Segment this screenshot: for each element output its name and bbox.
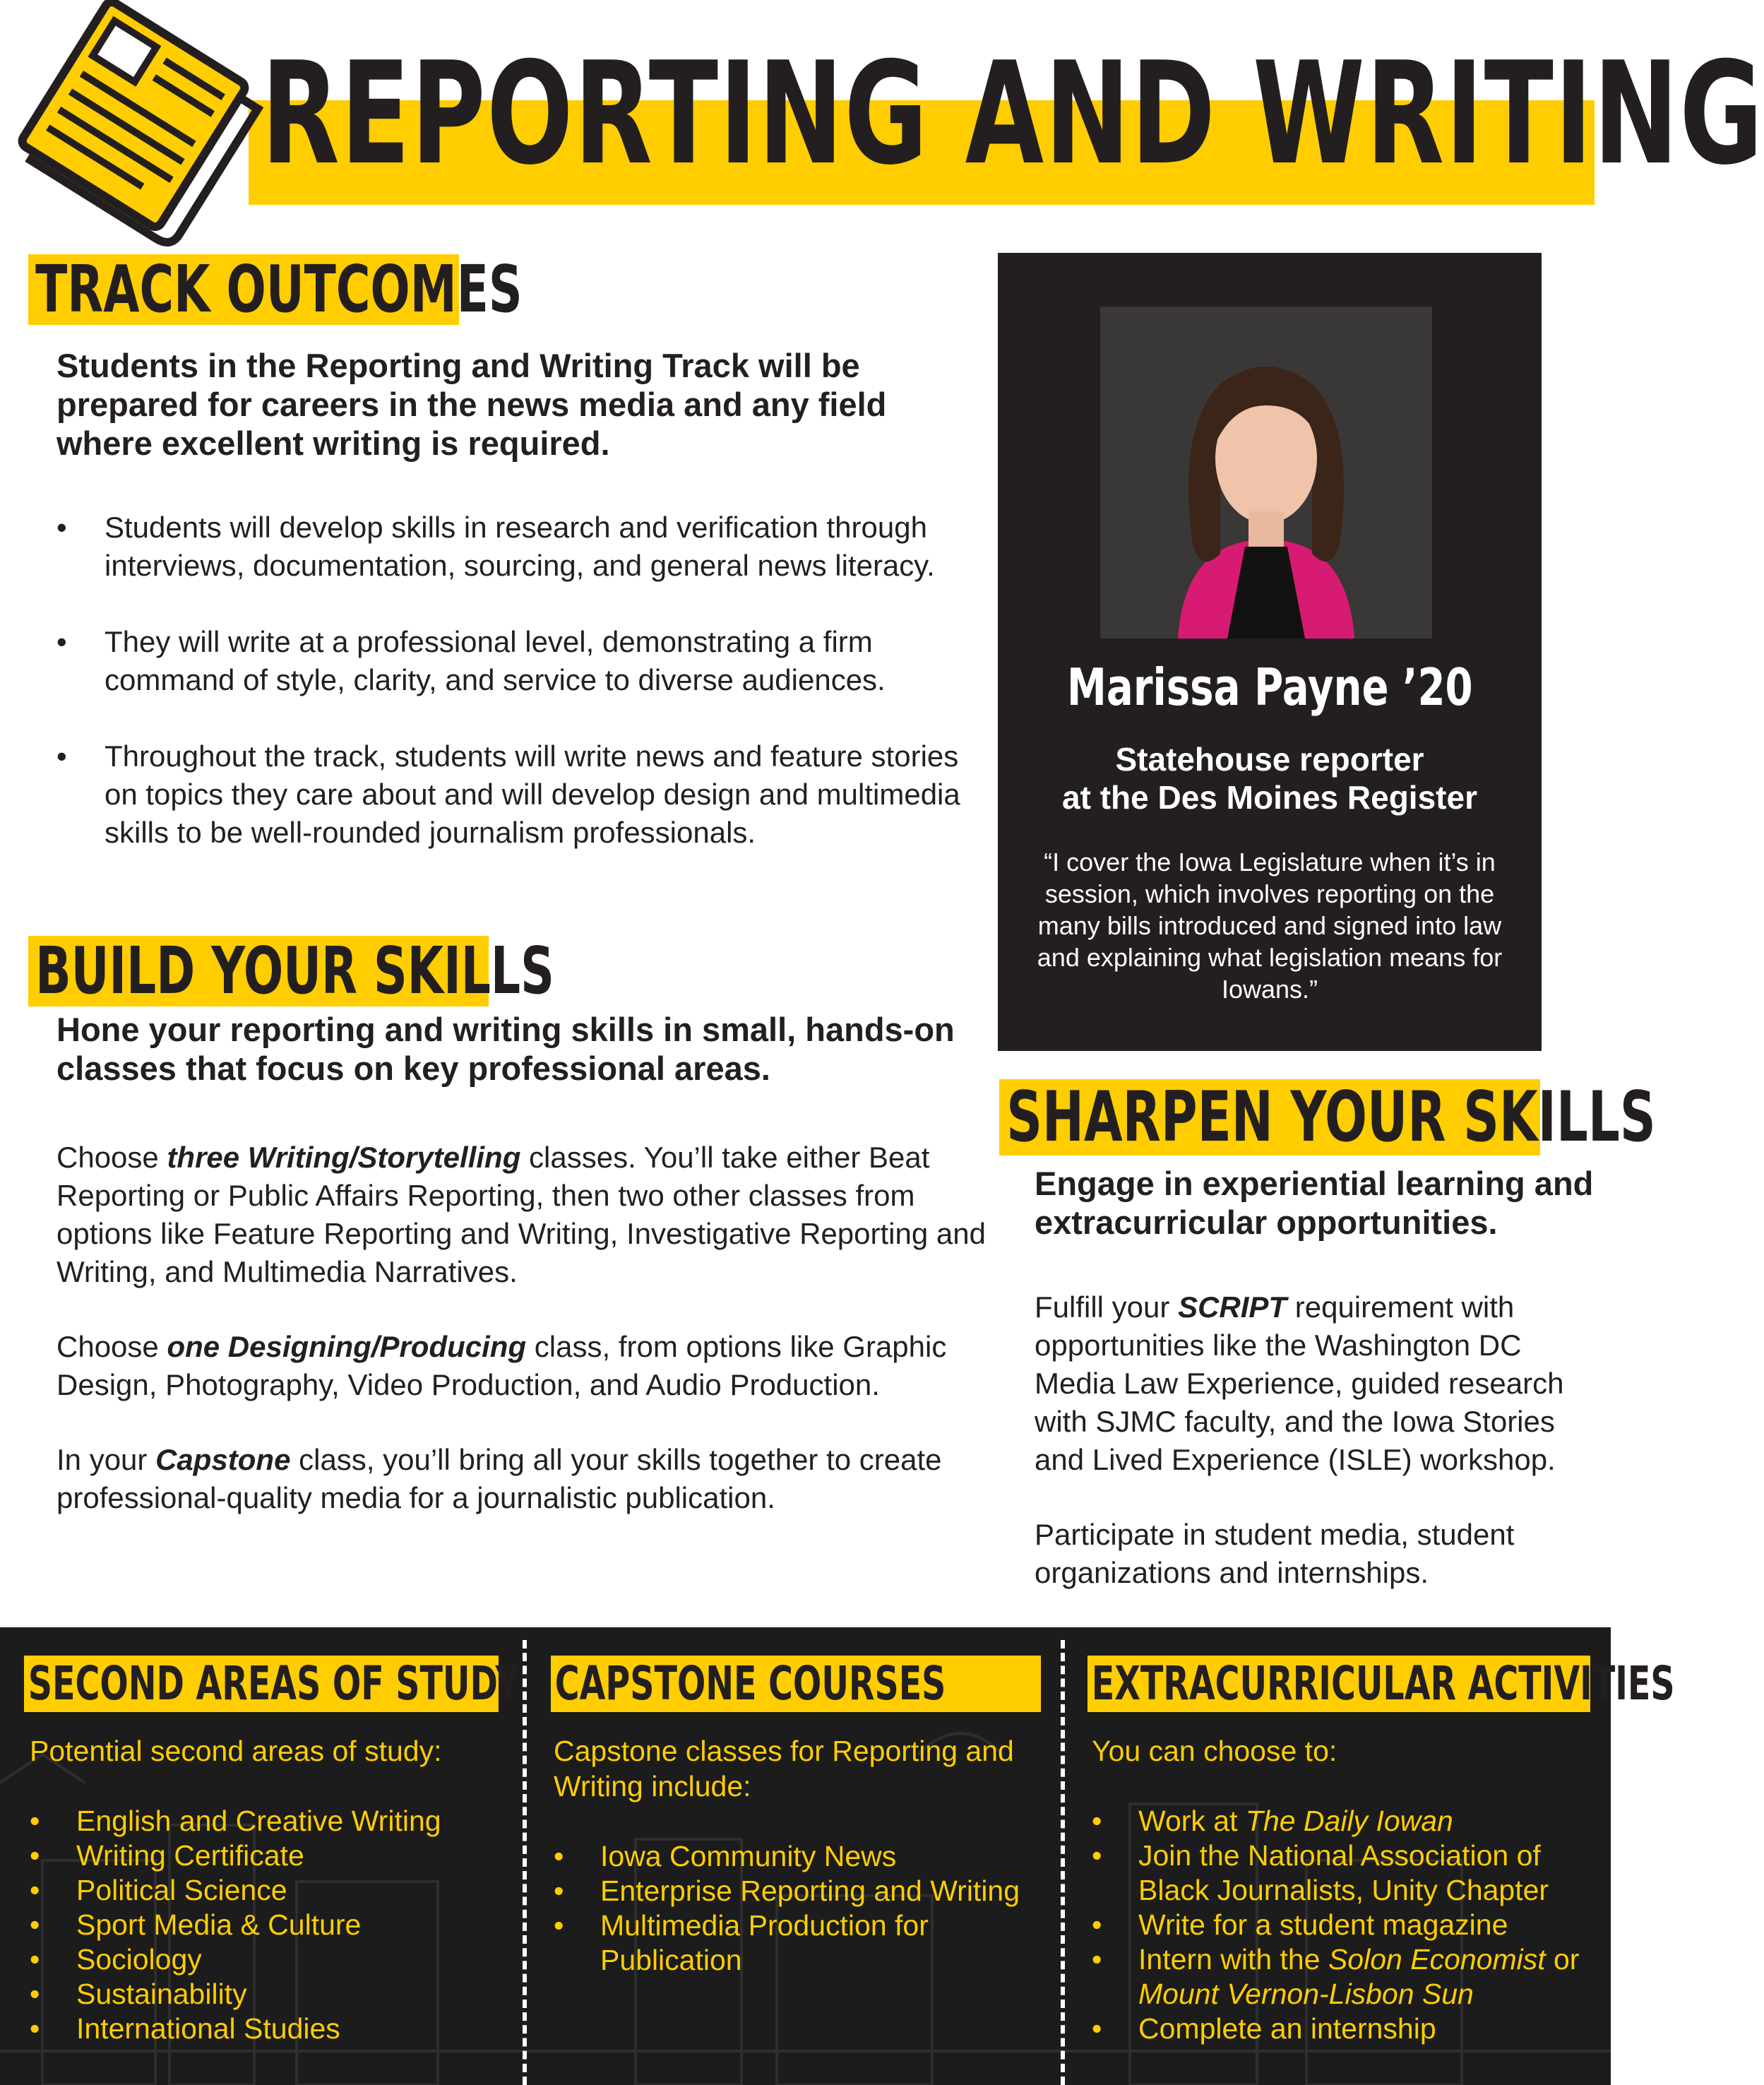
sharpen-skills-paragraph: Fulfill your SCRIPT requirement with opportunities like the Washington DC Media Law Experience, guided research with SJMC faculty, and the Iowa Stories and Lived Experience (ISLE) workshop. <box>1035 1290 1564 1476</box>
list-item: • Sociology <box>30 1942 510 1977</box>
profile-role: Statehouse reporter at the Des Moines Register <box>1062 741 1477 816</box>
newspaper-icon <box>3 1 264 227</box>
capstone-heading: CAPSTONE COURSES <box>551 1656 1041 1712</box>
profile-card <box>998 253 1542 1051</box>
list-item: • They will write at a professional level, demonstrating a firm command of style, clarity, and service to diverse audiences. <box>56 623 975 699</box>
list-item: • Enterprise Reporting and Writing <box>554 1874 1048 1908</box>
second-areas-list <box>30 1804 510 2046</box>
build-skills-lead: Hone your reporting and writing skills in small, hands-on classes that focus on key professional areas. <box>56 1011 955 1087</box>
list-item: • Sustainability <box>30 1977 510 2012</box>
sharpen-skills-lead: Engage in experiential learning and extracurricular opportunities. <box>1035 1165 1594 1241</box>
list-item: • Students will develop skills in research and verification through interviews, documentation, sourcing, and general news literacy. <box>56 509 975 585</box>
extracurricular-list <box>1092 1804 1600 2046</box>
second-areas-heading: SECOND AREAS OF STUDY <box>24 1656 499 1712</box>
profile-quote: “I cover the Iowa Legislature when it’s in session, which involves reporting on the many bills introduced and signed into law and explaining what legislation means for Iowans.” <box>1037 848 1503 1004</box>
page-title: REPORTING AND WRITING <box>261 32 1764 196</box>
list-item: • Throughout the track, students will write news and feature stories on topics they care about and will develop design and multimedia skills to be well-rounded journalism professionals. <box>56 737 975 852</box>
track-outcomes-list <box>56 509 975 890</box>
list-item: • Write for a student magazine <box>1092 1908 1600 1942</box>
list-item: • English and Creative Writing <box>30 1804 510 1839</box>
list-item: • Iowa Community News <box>554 1839 1048 1874</box>
track-outcomes-heading: TRACK OUTCOMES <box>28 254 459 325</box>
track-outcomes-lead: Students in the Reporting and Writing Track will be prepared for careers in the news media and any field where excellent writing is required. <box>56 347 887 462</box>
list-item: • Writing Certificate <box>30 1839 510 1873</box>
portrait-photo <box>1100 307 1432 638</box>
extracurricular-heading: EXTRACURRICULAR ACTIVITIES <box>1087 1656 1590 1712</box>
list-item: • International Studies <box>30 2012 510 2046</box>
build-skills-heading: BUILD YOUR SKILLS <box>28 936 489 1006</box>
capstone-intro: Capstone classes for Reporting and Writing include: <box>554 1735 1014 1802</box>
list-item: • Complete an internship <box>1092 2012 1600 2046</box>
sharpen-skills-paragraph: Participate in student media, student organizations and internships. <box>1035 1518 1515 1589</box>
list-item: • Work at The Daily Iowan <box>1092 1804 1600 1839</box>
build-skills-paragraph: Choose one Designing/Producing class, from options like Graphic Design, Photography, Video Production, and Audio Production. <box>56 1330 947 1401</box>
extracurricular-intro: You can choose to: <box>1092 1735 1337 1767</box>
bottom-band <box>0 1627 1675 2085</box>
build-skills-paragraph: Choose three Writing/Storytelling classes. You’ll take either Beat Reporting or Public Affairs Reporting, then two other classes from options like Feature Reporting and Writing, Investigative Reporting and Writing, and Multimedia Narratives. <box>56 1141 986 1288</box>
list-item: • Multimedia Production for Publication <box>554 1908 1048 1978</box>
build-skills-paragraph: In your Capstone class, you’ll bring all your skills together to create professional-quality media for a journalistic publication. <box>56 1443 942 1514</box>
list-item: • Join the National Association of Black Journalists, Unity Chapter <box>1092 1839 1600 1908</box>
capstone-list <box>554 1839 1048 1978</box>
list-item: • Sport Media & Culture <box>30 1908 510 1942</box>
list-item: • Political Science <box>30 1873 510 1908</box>
list-item: • Intern with the Solon Economist or Mount Vernon-Lisbon Sun <box>1092 1942 1600 2012</box>
second-areas-intro: Potential second areas of study: <box>30 1735 442 1767</box>
profile-name: Marissa Payne ’20 <box>1066 658 1473 717</box>
sharpen-skills-heading: SHARPEN YOUR SKILLS <box>999 1079 1540 1156</box>
